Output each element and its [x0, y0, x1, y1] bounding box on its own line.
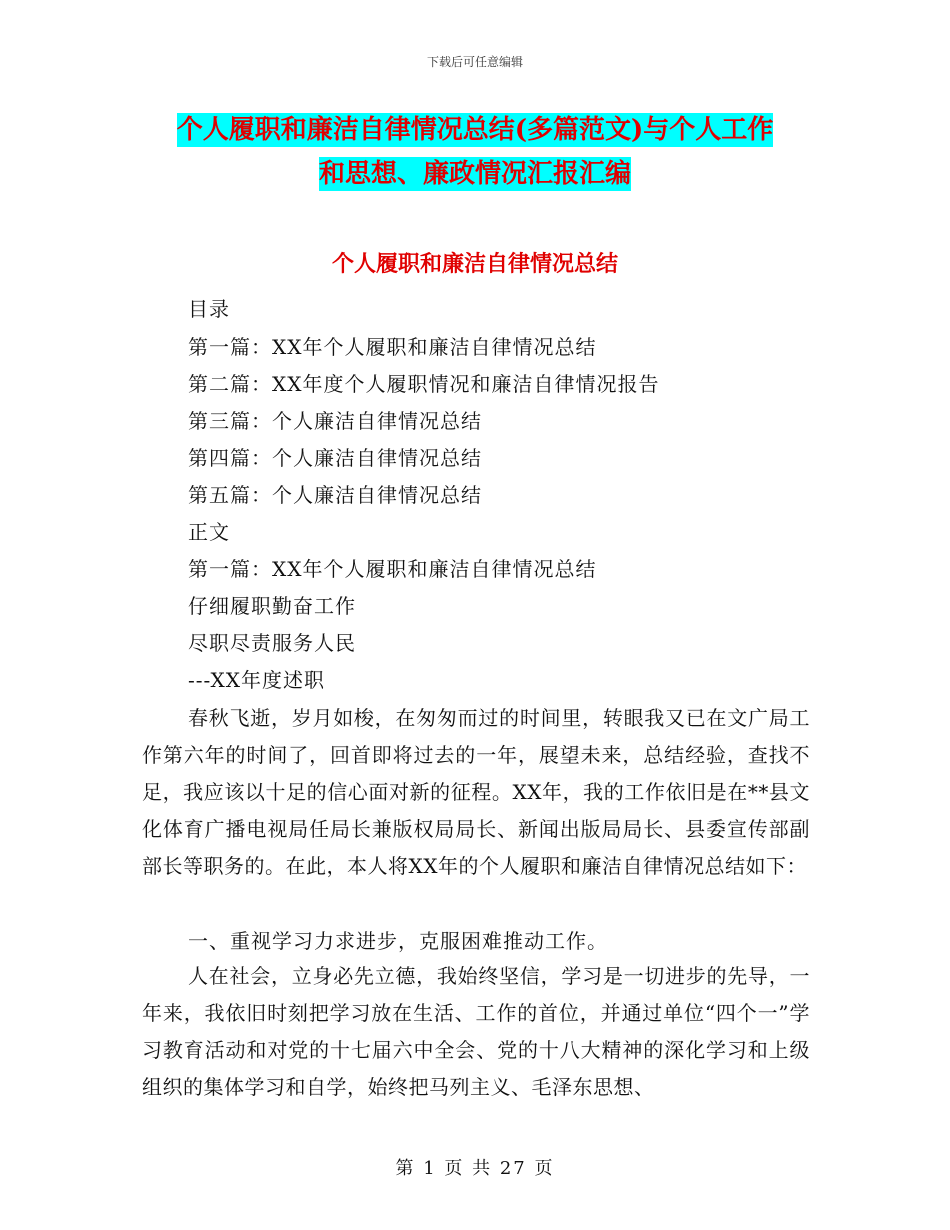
tagline-2: 尽职尽责服务人民 — [188, 631, 356, 655]
tagline-3: ---XX年度述职 — [188, 668, 326, 692]
section-title: 个人履职和廉洁自律情况总结 — [331, 251, 618, 277]
page-header-note: 下载后可任意编辑 — [426, 55, 523, 69]
title-highlight-2: 和思想、廉政情况汇报汇编 — [318, 159, 631, 189]
document-title-line-1 — [0, 112, 950, 148]
page-footer: 第 1 页 共 27 页 — [395, 1158, 555, 1179]
toc-item-4: 第四篇：个人廉洁自律情况总结 — [188, 446, 482, 470]
toc-item-5: 第五篇：个人廉洁自律情况总结 — [188, 483, 482, 507]
tagline-1: 仔细履职勤奋工作 — [188, 594, 356, 618]
toc-item-3: 第三篇：个人廉洁自律情况总结 — [188, 409, 482, 433]
title-highlight-1: 个人履职和廉洁自律情况总结(多篇范文)与个人工作 — [176, 115, 774, 145]
section-heading-1: 一、重视学习力求进步，克服困难推动工作。 — [188, 929, 608, 953]
document-title-line-2 — [0, 156, 950, 192]
body-heading: 正文 — [188, 520, 230, 544]
paragraph-1: 春秋飞逝，岁月如梭，在匆匆而过的时间里，转眼我又已在文广局工作第六年的时间了，回首即将过去的一年，展望未来，总结经验，查找不足，我应该以十足的信心面对新的征程。XX年，我的工作依旧是在**县文化体育广播电视局任局长兼版权局局长、新闻出版局局长、县委宣传部副部长等职务的。在此，本人将XX年的个人履职和廉洁自律情况总结如下： — [142, 706, 810, 878]
toc-heading: 目录 — [188, 297, 230, 321]
toc-item-2: 第二篇：XX年度个人履职情况和廉洁自律情况报告 — [188, 372, 660, 396]
article-title: 第一篇：XX年个人履职和廉洁自律情况总结 — [188, 557, 597, 581]
paragraph-2: 人在社会，立身必先立德，我始终坚信，学习是一切进步的先导，一年来，我依旧时刻把学习放在生活、工作的首位，并通过单位“四个一”学习教育活动和对党的十七届六中全会、党的十八大精神的深化学习和上级组织的集体学习和自学，始终把马列主义、毛泽东思想、 — [142, 964, 810, 1099]
toc-item-1: 第一篇：XX年个人履职和廉洁自律情况总结 — [188, 335, 597, 359]
